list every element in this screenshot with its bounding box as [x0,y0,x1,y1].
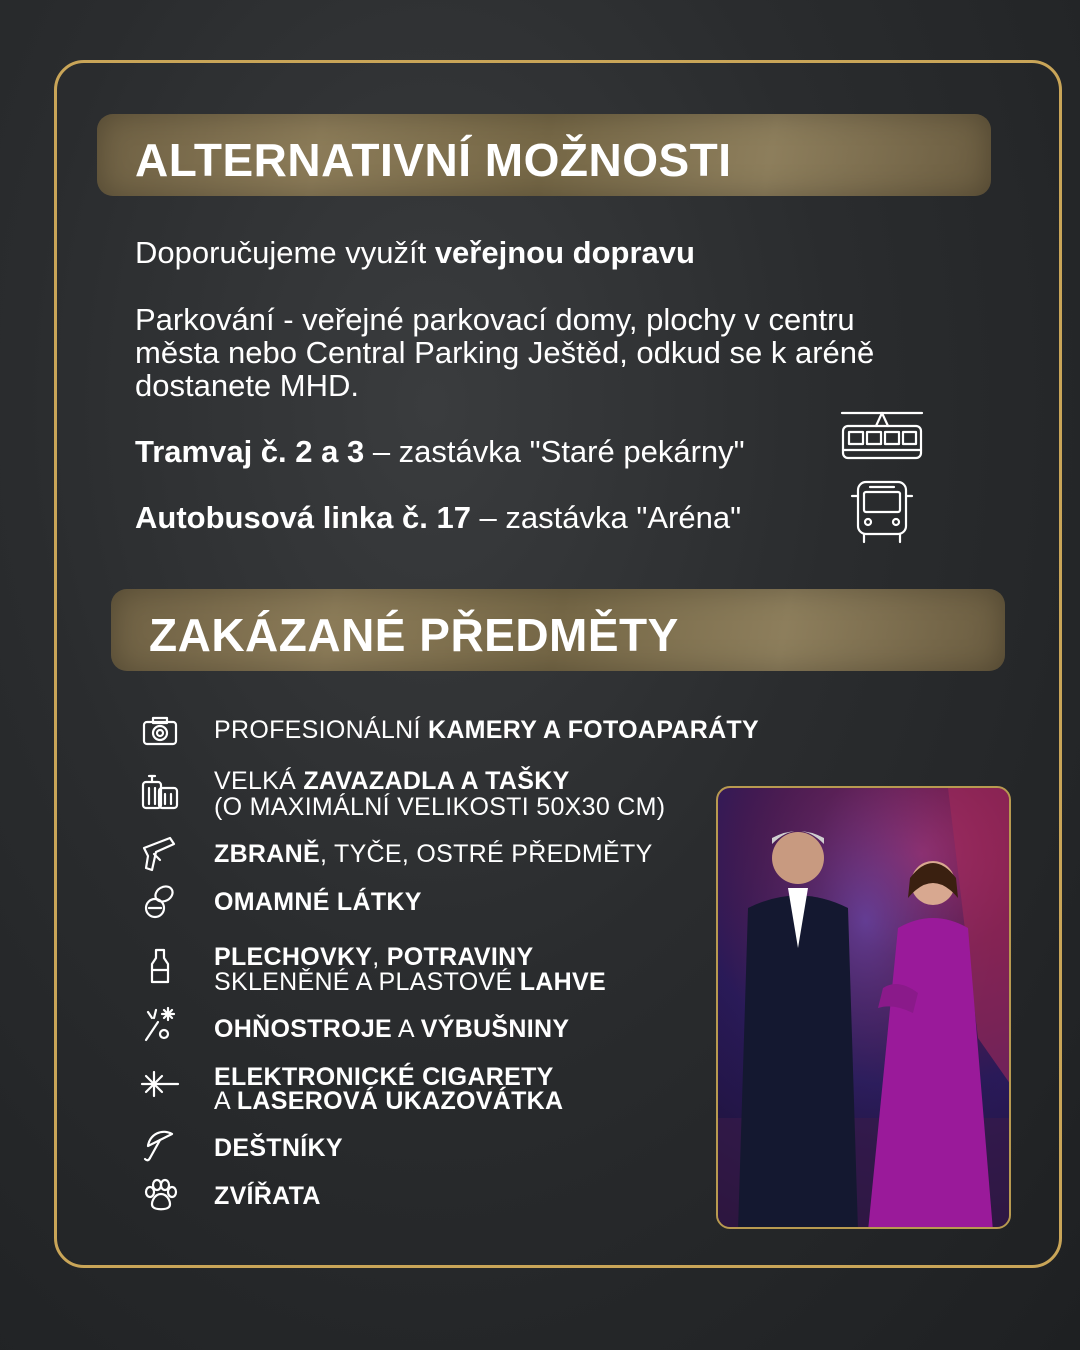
section-title-alternative: ALTERNATIVNÍ MOŽNOSTI [135,134,732,186]
item-weapons: ZBRANĚ, TYČE, OSTRÉ PŘEDMĚTY [214,840,653,868]
tram-line: Tramvaj č. 2 a 3 – zastávka "Staré pekárny" [135,434,745,469]
bus-line: Autobusová linka č. 17 – zastávka "Aréna" [135,500,742,535]
umbrella-icon [140,1126,180,1166]
section-title-forbidden: ZAKÁZANÉ PŘEDMĚTY [149,609,679,661]
bottle-icon [140,946,180,986]
hosts-photo [716,786,1011,1229]
parking-line-2: města nebo Central Parking Ještěd, odkud se k aréně [135,335,875,370]
fireworks-icon [140,1004,180,1044]
item-fireworks: OHŇOSTROJE A VÝBUŠNINY [214,1015,570,1043]
parking-line-1: Parkování - veřejné parkovací domy, plochy v centru [135,302,855,337]
item-ecigarettes: ELEKTRONICKÉ CIGARETY [214,1063,554,1091]
paw-icon [140,1176,180,1216]
recommend-line: Doporučujeme využít veřejnou dopravu [135,235,695,270]
item-luggage-size: (O MAXIMÁLNÍ VELIKOSTI 50X30 CM) [214,793,666,821]
parking-line-3: dostanete MHD. [135,368,359,403]
item-cameras: PROFESIONÁLNÍ KAMERY A FOTOAPARÁTY [214,716,759,744]
item-bottles: SKLENĚNÉ A PLASTOVÉ LAHVE [214,968,606,996]
item-cans: PLECHOVKY, POTRAVINY [214,943,534,971]
bus-icon [850,478,914,546]
gun-icon [140,834,180,874]
item-luggage: VELKÁ ZAVAZADLA A TAŠKY [214,767,570,795]
item-animals: ZVÍŘATA [214,1182,321,1210]
tram-icon [840,410,924,464]
item-lasers: A LASEROVÁ UKAZOVÁTKA [214,1087,564,1115]
item-umbrellas: DEŠTNÍKY [214,1134,343,1162]
pills-icon [140,882,180,922]
luggage-icon [140,772,180,812]
item-drugs: OMAMNÉ LÁTKY [214,888,422,916]
laser-icon [140,1064,180,1104]
camera-icon [140,712,180,752]
